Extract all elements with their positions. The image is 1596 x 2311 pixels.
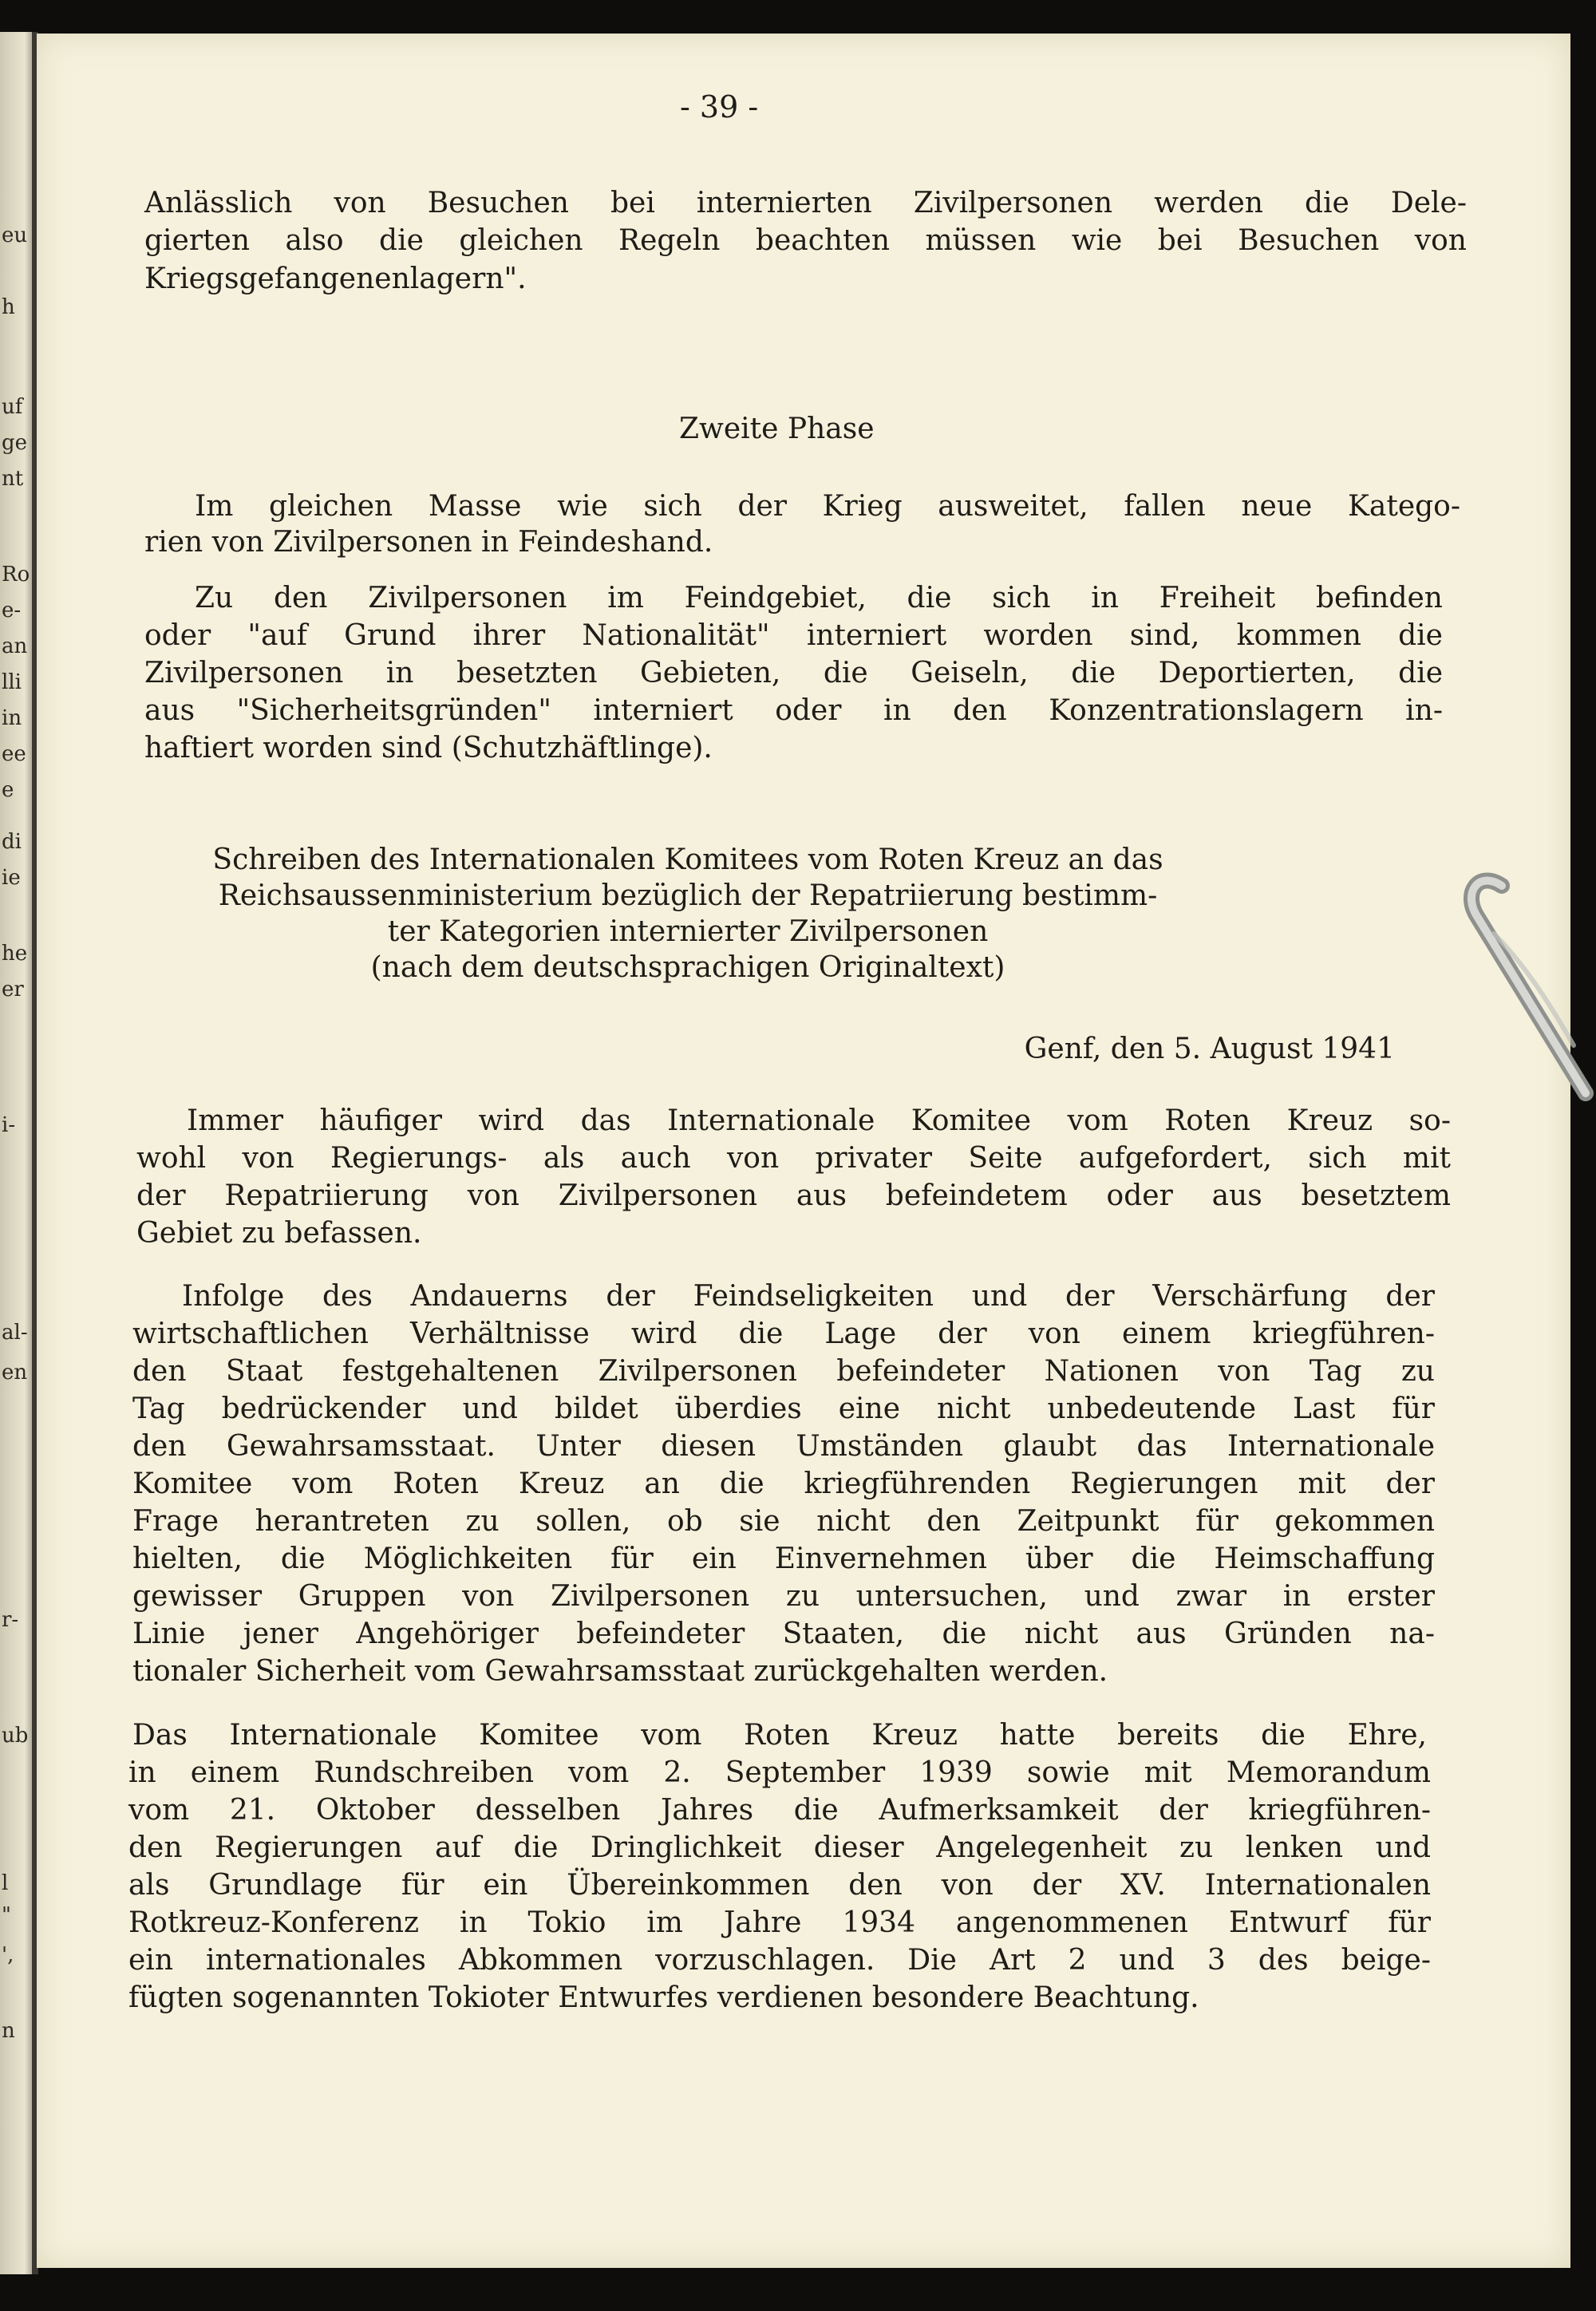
- adjacent-page-fragment: eu: [2, 223, 28, 247]
- adjacent-page-fragment: lli: [2, 670, 22, 694]
- text-line: rien von Zivilpersonen in Feindeshand.: [144, 526, 713, 559]
- adjacent-page-edge: [0, 32, 35, 2274]
- text-line: oder "auf Grund ihrer Nationalität" interniert worden sind, kommen die: [144, 619, 1443, 652]
- text-line: Im gleichen Masse wie sich der Krieg ausweitet, fallen neue Katego-: [195, 490, 1460, 523]
- page-number: - 39 -: [680, 89, 759, 124]
- text-line: fügten sogenannten Tokioter Entwurfes verdienen besondere Beachtung.: [128, 1981, 1199, 2014]
- text-line: gewisser Gruppen von Zivilpersonen zu untersuchen, und zwar in erster: [132, 1580, 1435, 1613]
- adjacent-page-fragment: e: [2, 778, 14, 802]
- text-line: Reichsaussenministerium bezüglich der Repatriierung bestimm-: [218, 879, 1158, 912]
- text-line: hielten, die Möglichkeiten für ein Einvernehmen über die Heimschaffung: [132, 1543, 1435, 1575]
- section-heading: Zweite Phase: [679, 413, 875, 445]
- text-line: tionaler Sicherheit vom Gewahrsamsstaat zurückgehalten werden.: [132, 1655, 1108, 1688]
- adjacent-page-fragment: ee: [2, 742, 26, 766]
- text-line: Zivilpersonen in besetzten Gebieten, die Geiseln, die Deportierten, die: [144, 657, 1443, 689]
- text-line: Tag bedrückender und bildet überdies eine nicht unbedeutende Last für: [132, 1393, 1435, 1425]
- text-line: Infolge des Andauerns der Feindseligkeiten und der Verschärfung der: [182, 1280, 1435, 1313]
- text-line: der Repatriierung von Zivilpersonen aus befeindetem oder aus besetztem: [136, 1179, 1451, 1212]
- adjacent-page-fragment: i-: [2, 1113, 16, 1137]
- text-line: ter Kategorien internierter Zivilpersonen: [387, 915, 989, 948]
- text-line: ein internationales Abkommen vorzuschlagen. Die Art 2 und 3 des beige-: [128, 1944, 1431, 1977]
- adjacent-page-fragment: l: [2, 1871, 9, 1895]
- text-line: in einem Rundschreiben vom 2. September 1939 sowie mit Memorandum: [128, 1756, 1431, 1789]
- adjacent-page-fragment: e-: [2, 598, 22, 622]
- text-line: vom 21. Oktober desselben Jahres die Aufmerksamkeit der kriegführen-: [128, 1794, 1431, 1827]
- adjacent-page-fragment: he: [2, 942, 28, 966]
- text-line: haftiert worden sind (Schutzhäftlinge).: [144, 732, 713, 764]
- text-line: gierten also die gleichen Regeln beachten müssen wie bei Besuchen von: [144, 224, 1467, 257]
- text-line: den Staat festgehaltenen Zivilpersonen befeindeter Nationen von Tag zu: [132, 1355, 1435, 1388]
- adjacent-page-fragment: r-: [2, 1608, 19, 1632]
- text-line: den Regierungen auf die Dringlichkeit dieser Angelegenheit zu lenken und: [128, 1831, 1431, 1864]
- text-line: Anlässlich von Besuchen bei internierten Zivilpersonen werden die Dele-: [144, 187, 1467, 219]
- adjacent-page-fragment: ": [2, 1903, 11, 1927]
- adjacent-page-fragment: h: [2, 295, 15, 319]
- adjacent-page-fragment: en: [2, 1361, 28, 1385]
- text-line: Zu den Zivilpersonen im Feindgebiet, die sich in Freiheit befinden: [195, 582, 1443, 614]
- text-line: Komitee vom Roten Kreuz an die kriegführenden Regierungen mit der: [132, 1468, 1435, 1500]
- adjacent-page-fragment: uf: [2, 395, 23, 419]
- adjacent-page-fragment: ub: [2, 1724, 29, 1748]
- adjacent-page-fragment: di: [2, 830, 22, 854]
- text-line: den Gewahrsamsstaat. Unter diesen Umständen glaubt das Internationale: [132, 1430, 1435, 1463]
- adjacent-page-fragment: ge: [2, 431, 28, 455]
- letter-date: Genf, den 5. August 1941: [1024, 1033, 1395, 1065]
- paperclip-icon: [1446, 838, 1596, 1101]
- text-line: Schreiben des Internationalen Komitees vom Roten Kreuz an das: [212, 843, 1163, 876]
- adjacent-page-fragment: al-: [2, 1321, 28, 1345]
- adjacent-page-fragment: Ro: [2, 563, 30, 587]
- text-line: aus "Sicherheitsgründen" interniert oder in den Konzentrationslagern in-: [144, 694, 1443, 727]
- adjacent-page-fragment: ',: [2, 1943, 14, 1967]
- text-line: Kriegsgefangenenlagern".: [144, 263, 527, 295]
- adjacent-page-fragment: n: [2, 2019, 15, 2043]
- adjacent-page-fragment: in: [2, 706, 22, 730]
- text-line: Linie jener Angehöriger befeindeter Staaten, die nicht aus Gründen na-: [132, 1618, 1435, 1650]
- text-line: wirtschaftlichen Verhältnisse wird die Lage der von einem kriegführen-: [132, 1317, 1435, 1350]
- adjacent-page-fragment: er: [2, 978, 24, 1001]
- adjacent-page-fragment: ie: [2, 866, 21, 890]
- adjacent-page-fragment: nt: [2, 467, 24, 491]
- text-line: Gebiet zu befassen.: [136, 1217, 422, 1250]
- adjacent-page-fragment: an: [2, 634, 28, 658]
- text-line: Rotkreuz-Konferenz in Tokio im Jahre 1934 angenommenen Entwurf für: [128, 1906, 1431, 1939]
- text-line: Immer häufiger wird das Internationale Komitee vom Roten Kreuz so-: [187, 1104, 1451, 1137]
- text-line: wohl von Regierungs- als auch von privater Seite aufgefordert, sich mit: [136, 1142, 1451, 1175]
- text-line: Das Internationale Komitee vom Roten Kreuz hatte bereits die Ehre,: [132, 1719, 1427, 1752]
- text-line: Frage herantreten zu sollen, ob sie nicht den Zeitpunkt für gekommen: [132, 1505, 1435, 1538]
- text-line: (nach dem deutschsprachigen Originaltext): [370, 951, 1005, 984]
- text-line: als Grundlage für ein Übereinkommen den von der XV. Internationalen: [128, 1869, 1431, 1902]
- document-page: [37, 34, 1570, 2268]
